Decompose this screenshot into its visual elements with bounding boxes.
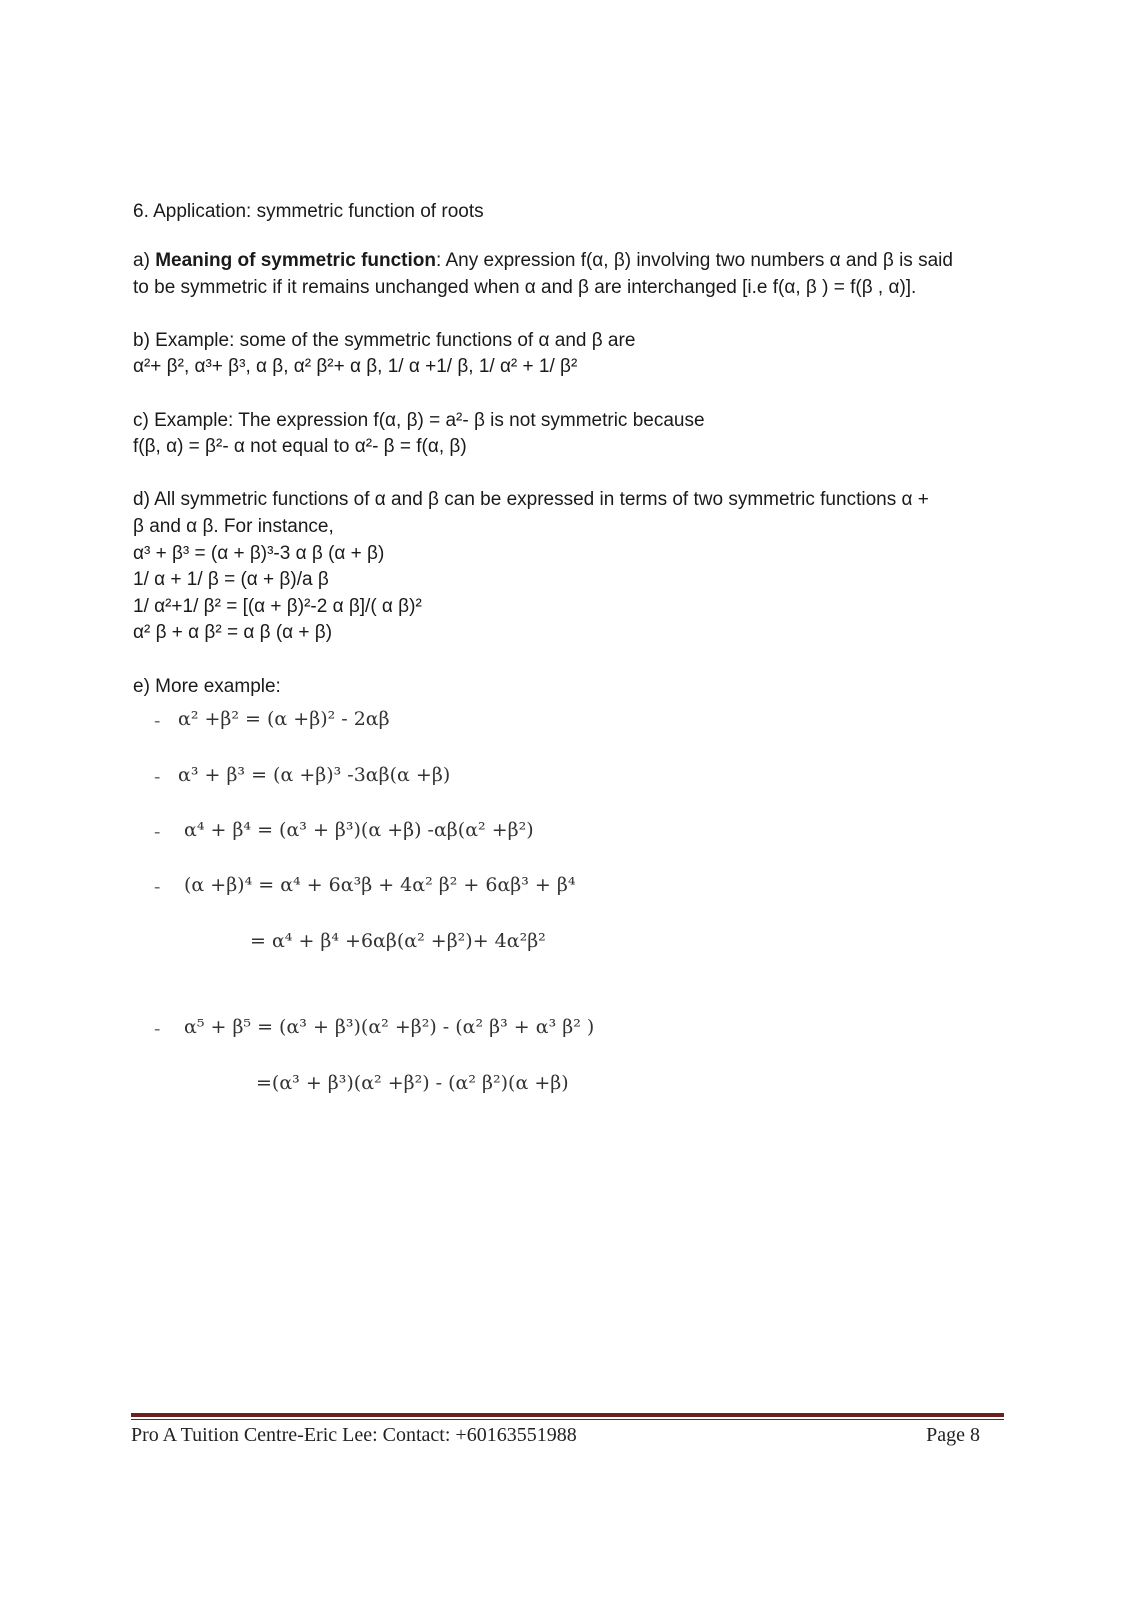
part-d-line-2: β and α β. For instance, bbox=[133, 516, 334, 537]
footer-rule bbox=[131, 1413, 1004, 1417]
bullet-dash: - bbox=[154, 821, 161, 843]
part-c-line-2: f(β, α) = β²- α not equal to α²- β = f(α, β) bbox=[133, 436, 467, 457]
more-example-equation: = α⁴ + β⁴ +6αβ(α² +β²)+ 4α²β² bbox=[250, 930, 546, 952]
bullet-dash: - bbox=[154, 710, 161, 732]
part-a-line-1 bbox=[133, 247, 953, 274]
more-example-equation: α⁴ + β⁴ = (α³ + β³)(α +β) -αβ(α² +β²) bbox=[184, 819, 534, 841]
more-example-equation: =(α³ + β³)(α² +β²) - (α² β²)(α +β) bbox=[256, 1072, 569, 1094]
part-a-line-2: to be symmetric if it remains unchanged when α and β are interchanged [i.e f(α, β ) = f(β , α)]. bbox=[133, 277, 917, 298]
more-example-equation: α³ + β³ = (α +β)³ -3αβ(α +β) bbox=[178, 764, 451, 786]
part-b-line-1: b) Example: some of the symmetric functions of α and β are bbox=[133, 330, 636, 351]
footer-rule-thin bbox=[131, 1419, 1004, 1420]
part-a-prefix: a) bbox=[133, 250, 156, 271]
part-b-line-2: α²+ β², α³+ β³, α β, α² β²+ α β, 1/ α +1/ β, 1/ α² + 1/ β² bbox=[133, 356, 578, 377]
part-d-formula: 1/ α + 1/ β = (α + β)/a β bbox=[133, 569, 329, 590]
part-e-heading: e) More example: bbox=[133, 676, 281, 697]
more-example-equation: (α +β)⁴ = α⁴ + 6α³β + 4α² β² + 6αβ³ + β⁴ bbox=[184, 874, 576, 896]
footer-contact: Pro A Tuition Centre-Eric Lee: Contact: +60163551988 bbox=[131, 1424, 577, 1446]
part-a-term: Meaning of symmetric function bbox=[155, 250, 436, 271]
bullet-dash: - bbox=[154, 1018, 161, 1040]
more-example-equation: α⁵ + β⁵ = (α³ + β³)(α² +β²) - (α² β³ + α³ β² ) bbox=[184, 1016, 595, 1038]
part-c-line-1: c) Example: The expression f(α, β) = a²- β is not symmetric because bbox=[133, 410, 705, 431]
bullet-dash: - bbox=[154, 766, 161, 788]
part-d-formula: 1/ α²+1/ β² = [(α + β)²-2 α β]/( α β)² bbox=[133, 596, 422, 617]
part-d-formula: α³ + β³ = (α + β)³-3 α β (α + β) bbox=[133, 543, 385, 564]
bullet-dash: - bbox=[154, 876, 161, 898]
page-number: Page 8 bbox=[926, 1424, 980, 1446]
part-d-line-1: d) All symmetric functions of α and β can be expressed in terms of two symmetric functions α + bbox=[133, 489, 929, 510]
part-a-line-1-rest: : Any expression f(α, β) involving two numbers α and β is said bbox=[436, 250, 953, 271]
section-heading: 6. Application: symmetric function of roots bbox=[133, 201, 484, 222]
part-d-formula: α² β + α β² = α β (α + β) bbox=[133, 622, 333, 643]
more-example-equation: α² +β² = (α +β)² - 2αβ bbox=[178, 708, 390, 730]
